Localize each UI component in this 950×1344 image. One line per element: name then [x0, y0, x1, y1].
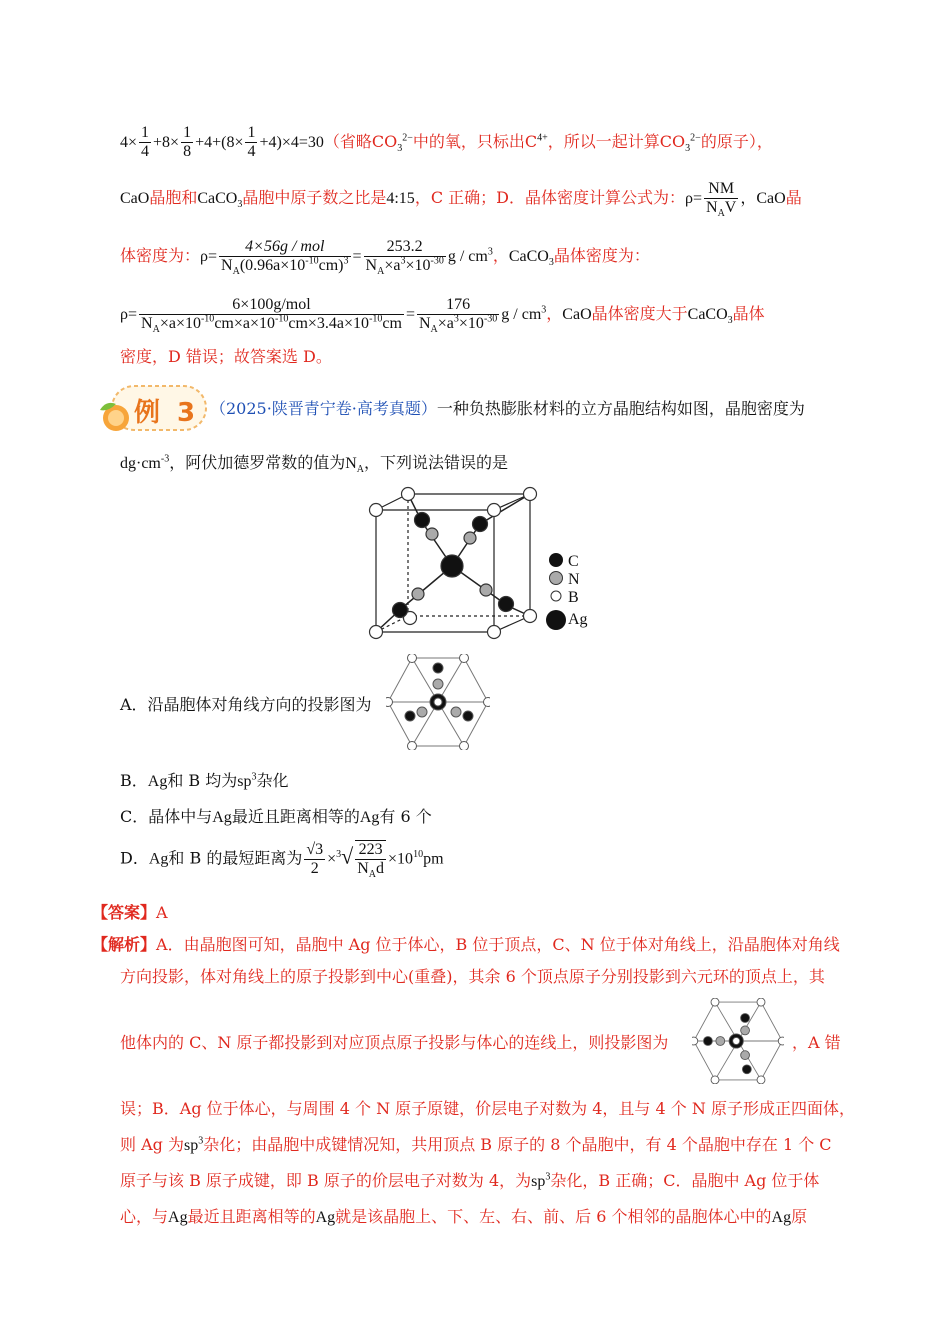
sp-symbol-3: sp — [531, 1173, 546, 1190]
analysis-line-5 — [120, 1134, 832, 1157]
ag-symbol-2: Ag — [212, 809, 232, 826]
text-which-wrong: ，下列说法错误的是 — [364, 453, 509, 472]
example-number: 例 3 — [134, 398, 200, 428]
text-cao-density: 体密度为： — [120, 246, 201, 265]
calc-tail: +4)×4=30 — [259, 134, 324, 151]
power-exp: 10 — [413, 849, 424, 861]
sp-exp: 3 — [251, 771, 257, 783]
text-cell-and: 晶胞和 — [149, 188, 198, 207]
sp-exp-2: 3 — [198, 1135, 204, 1147]
ag-symbol: Ag — [147, 773, 168, 790]
text-crystal-2: 晶体 — [732, 304, 765, 323]
text-greater-than: 晶体密度大于 — [591, 304, 688, 323]
text-crystal: 晶 — [785, 188, 802, 207]
crystal-cell-diagram — [362, 484, 602, 644]
note-4: 的原子）， — [700, 132, 773, 151]
analysis-label: 【解析】 — [92, 935, 157, 954]
na-subscript: A — [356, 464, 365, 476]
diagram-legend — [546, 553, 588, 630]
fraction-1: $\frac{1}{4}$ — [141, 124, 150, 160]
analysis-text-3: 他体内的 C、N 原子都投影到对应顶点原子投影与体心的连线上，则投影图为 — [120, 1033, 669, 1052]
legend-b: B — [568, 589, 579, 606]
note-1: （省略CO — [323, 132, 398, 151]
na-symbol: N — [345, 455, 357, 472]
example-source: （2025·陕晋青宁卷·高考真题） — [210, 399, 437, 418]
choice-c[interactable] — [120, 806, 432, 829]
caco3-label: CaCO — [197, 190, 238, 207]
calc-expr-prefix: 4× — [120, 134, 138, 151]
analysis-line-3 — [120, 1032, 668, 1054]
note-2: 中的氧，只标出C — [412, 132, 538, 151]
answer-line — [92, 902, 168, 924]
analysis-line-4: 误；B．Ag 位于体心，与周围 4 个 N 原子原键，价层电子对数为 4，且与 4 个 N 原子形成正四面体， — [120, 1099, 855, 1118]
rho-symbol: ρ= — [684, 190, 702, 207]
density-exp: -3 — [160, 453, 170, 465]
cao-density-fraction-1: $\frac{\text{4×56g / mol}}{N_A(0.96a\times 10^{-10}cm)^3}$ — [221, 238, 349, 278]
ag-symbol-7: Ag — [771, 1209, 792, 1226]
cao-label: CaO — [120, 190, 150, 207]
unit-pm: pm — [423, 850, 444, 868]
analysis-text-5a: 则 Ag 为 — [120, 1135, 184, 1154]
equals: = — [352, 248, 362, 265]
legend-ag: Ag — [568, 611, 588, 628]
text-density-formula: ，C 正确；D．晶体密度计算公式为： — [414, 188, 685, 207]
text-caco3-density: 晶体密度为： — [553, 246, 650, 265]
choice-d[interactable] — [120, 840, 444, 881]
ratio-value: 4:15 — [386, 190, 415, 207]
analysis-text-7c: 最近且距离相等的 — [187, 1207, 316, 1226]
sp-symbol: sp — [237, 773, 252, 790]
caco3-density-fraction-1: $\frac{\text{6×100g/mol}}{N_A\times a\times 10^{-10}cm\times a\times 10^{-10}cm\times 3.4a\times 10^{-10}cm}$ — [141, 296, 402, 336]
comma: ， — [740, 190, 757, 207]
calc-line: 4× $\frac{1}{4}$ +8× $\frac{1}{8}$ +4+(8× $\frac{1}{4}$ +4)×4=30（省略$CO_3^{2-}$中的氧，只标出$C^{4+}$，所以一起计算$CO_3^{2-}$的原子）， — [120, 124, 773, 160]
comma-2: ， — [492, 246, 509, 265]
text-avogadro: ，阿伏加德罗常数的值为 — [169, 453, 346, 472]
choice-c-label: C．晶体中与 — [120, 807, 213, 826]
fraction-2: $\frac{1}{8}$ — [183, 124, 192, 160]
choice-a[interactable]: A．沿晶胞体对角线方向的投影图为 — [120, 695, 372, 714]
ag-symbol-4: Ag — [148, 850, 169, 868]
rho-symbol-3: ρ= — [120, 306, 138, 323]
cao-density-line: 体密度为：ρ= $\frac{\text{4×56g / mol}}{N_A(0.96a\times 10^{-10}cm)^3}$ = $\frac{253.2}{N_A\times a^3\times 10^{-30}}$ g / $cm^3$，CaCO$_3$晶体密度为： — [120, 238, 650, 278]
choice-b[interactable] — [120, 770, 289, 793]
density-unit: dg·cm — [120, 455, 161, 472]
analysis-line-6 — [120, 1170, 819, 1193]
note-3: ，所以一起计算CO — [547, 132, 686, 151]
ag-symbol-5: Ag — [168, 1209, 188, 1226]
choice-d-label: D． — [120, 848, 149, 868]
projection-hexagon-answer — [692, 998, 784, 1084]
choice-c-tail: 有 6 个 — [379, 807, 432, 826]
comma-3: ， — [546, 304, 563, 323]
example-badge — [96, 382, 208, 434]
projection-hexagon-diagram — [386, 654, 490, 750]
power-base: ×10 — [388, 850, 414, 868]
choice-b-tail: 杂化 — [256, 771, 289, 790]
cao-label-2: CaO — [756, 190, 786, 207]
choice-b-label: B． — [120, 771, 148, 790]
conclusion-line: 密度，D 错误；故答案选 D。 — [120, 347, 332, 366]
choice-c-text: 最近且距离相等的 — [231, 807, 360, 826]
cao-density-fraction-2: $\frac{253.2}{N_A\times a^3\times 10^{-30}}$ — [365, 238, 444, 278]
analysis-text-6a: 原子与该 B 原子成键，即 B 原子的价层电子对数为 4，为 — [120, 1171, 532, 1190]
analysis-line-2: 方向投影，体对角线上的原子投影到中心(重叠)，其余 6 个顶点原子分别投影到六元环的顶点上，其 — [120, 967, 825, 986]
sp-exp-3: 3 — [545, 1171, 551, 1183]
example-stem-line-2 — [120, 452, 508, 475]
cao-label-3: CaO — [562, 306, 592, 323]
calc-mid-2: +4+(8× — [195, 134, 244, 151]
example-stem-line-1 — [210, 398, 805, 420]
calc-mid-1: +8× — [153, 134, 180, 151]
ag-symbol-3: Ag — [359, 809, 380, 826]
choice-b-text: 和 B 均为 — [167, 771, 238, 790]
caco3-density-line: ρ= $\frac{\text{6×100g/mol}}{N_A\times a\times 10^{-10}cm\times a\times 10^{-10}cm\times 3.4a\times 10^{-10}cm}$ = $\frac{176}{N_A\times a^3\times 10^{-30}}$ g / $cm^3$，CaO晶体密度大于CaCO$_3$晶体 — [120, 296, 765, 336]
legend-n: N — [568, 571, 580, 588]
equals-2: = — [405, 306, 415, 323]
text-ratio-desc: 晶胞中原子数之比是 — [242, 188, 387, 207]
sp-symbol-2: sp — [183, 1137, 199, 1154]
analysis-text-1: A．由晶胞图可知，晶胞中 Ag 位于体心，B 位于顶点，C、N 位于体对角线上，沿晶胞体对角线 — [156, 935, 840, 954]
analysis-line-3-tail: ，A 错 — [792, 1033, 841, 1052]
sqrt3-over-2: $\frac{√3}{2}$ — [306, 840, 324, 877]
times-sign: × — [327, 850, 337, 868]
cube-root-fraction: $\frac{223}{N_Ad}$ — [357, 841, 385, 881]
rho-symbol-2: ρ= — [200, 248, 218, 265]
analysis-text-7g: 原 — [791, 1207, 808, 1226]
ratio-line: CaO晶胞和CaCO$_3$晶胞中原子数之比是4:15，C 正确；D．晶体密度计算公式为：ρ= $\frac{NM}{N_AV}$ ，CaO晶 — [120, 180, 802, 220]
analysis-line-7 — [120, 1206, 807, 1229]
radical-icon: √ — [341, 843, 354, 869]
cube-root-index: 3 — [336, 849, 342, 861]
choice-d-text: 和 B 的最短距离为 — [168, 848, 303, 868]
caco3-density-fraction-2: $\frac{176}{N_A\times a^3\times 10^{-30}}$ — [418, 296, 498, 336]
analysis-text-5d: 杂化；由晶胞中成键情况知，共用顶点 B 原子的 8 个晶胞中，有 4 个晶胞中存在 1 个 C — [203, 1135, 832, 1154]
ag-symbol-6: Ag — [315, 1209, 336, 1226]
analysis-text-6d: 杂化，B 正确；C．晶胞中 Ag 位于体 — [550, 1171, 820, 1190]
legend-c: C — [568, 553, 579, 570]
answer-label: 【答案】 — [92, 903, 157, 922]
fraction-3: $\frac{1}{4}$ — [247, 124, 256, 160]
analysis-text-7e: 就是该晶胞上、下、左、右、前、后 6 个相邻的晶胞体心中的 — [335, 1207, 772, 1226]
density-formula-fraction: $\frac{NM}{N_AV}$ — [706, 180, 737, 220]
analysis-text-7a: 心，与 — [120, 1207, 169, 1226]
analysis-line-1 — [92, 934, 840, 956]
example-stem-1: 一种负热膨胀材料的立方晶胞结构如图，晶胞密度为 — [436, 399, 805, 418]
answer-value: A — [156, 903, 168, 922]
